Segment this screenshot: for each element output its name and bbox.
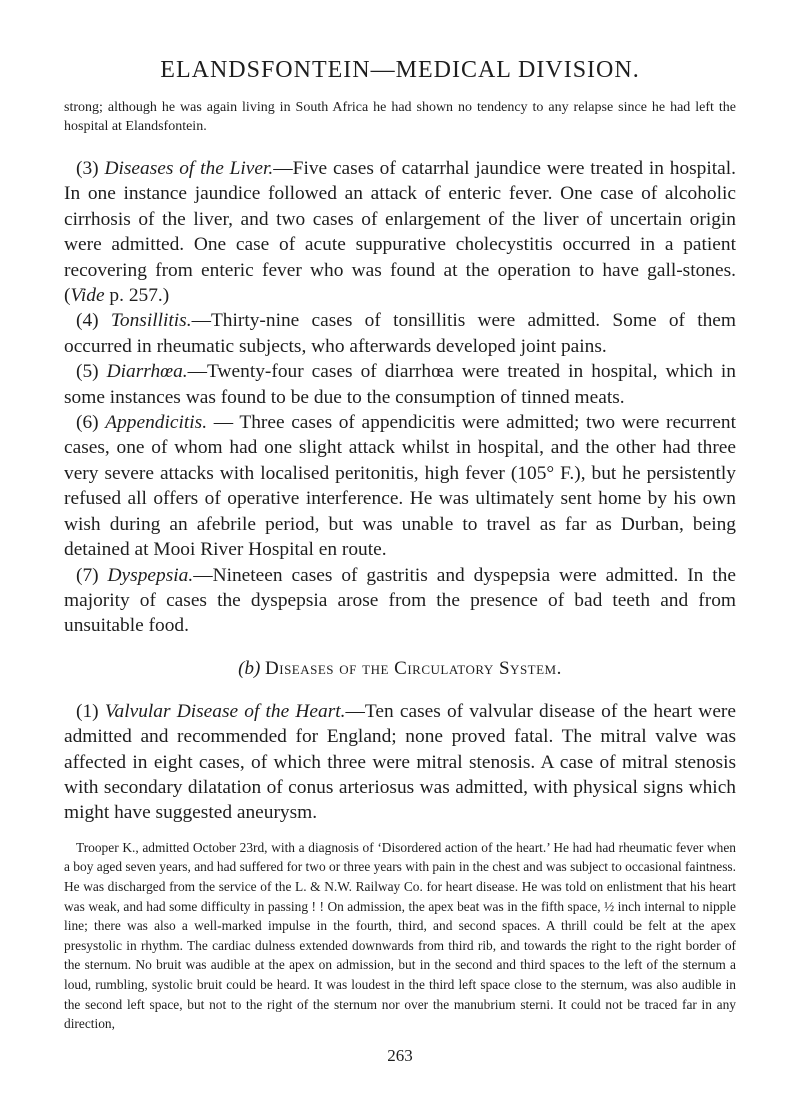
item-title: Appendicitis. <box>105 412 208 434</box>
item-valvular <box>64 699 736 826</box>
item-title: Tonsillitis. <box>110 310 192 332</box>
item-number: (3) <box>76 158 99 179</box>
item-liver <box>64 156 736 308</box>
spacer <box>64 639 736 657</box>
item-number: (5) <box>76 361 99 383</box>
continuation-paragraph: strong; although he was again living in South Africa he had shown no tendency to any relapse since he had left the hospital at Elandsfontein. <box>64 100 736 134</box>
item-title: Valvular Disease of the Heart. <box>104 700 346 722</box>
page-number: 263 <box>387 1046 413 1065</box>
running-head: ELANDSFONTEIN—MEDICAL DIVISION. <box>160 57 640 83</box>
item-number: (6) <box>76 412 99 434</box>
case-note: Trooper K., admitted October 23rd, with a diagnosis of ‘Disordered action of the heart.’ He had had rheumatic fever when a boy aged seven years, and had suffered for two or three years with pain in the chest and was subject to occasional faintness. He was discharged from the service of the L. & N.W. Railway Co. for heart disease. He was told on enlistment that his heart was weak, and had some difficulty in passing ! ! On admission, the apex beat was in the fifth space, ½ inch internal to nipple line; there was also a well-marked impulse in the fourth, third, and second spaces. A thrill could be felt at the apex presystolic in rhythm. The cardiac dulness extended downwards from third rib, and towards the right to the right border of the sternum. No bruit was audible at the apex on admission, but in the second and third spaces to the left of the sternum a loud, rumbling, systolic bruit could be heard. It was loudest in the third left space close to the sternum, was also audible in the second left space, but not to the right of the sternum nor over the manubrium sterni. It could not be traced far in any direction, <box>64 839 736 1032</box>
item-number: (1) <box>76 700 99 722</box>
item-text: —Thirty-nine cases of tonsillitis were admitted. Some of them occurred in rheumatic subjects, who afterwards developed joint pains. <box>64 310 736 357</box>
item-text: — Three cases of appendicitis were admitted; two were recurrent cases, one of whom had one slight attack whilst in hospital, and the other had three very severe attacks with localised peritonitis, high fever (105° F.), but he persistently refused all offers of operative interference. He was ultimately sent home by his own wish during an afebrile period, but was unable to travel as far as Durban, being detained at Mooi River Hospital en route. <box>64 412 736 561</box>
spacer <box>64 681 736 699</box>
item-text: —Ten cases of valvular disease of the heart were admitted and recommended for England; none proved fatal. The mitral valve was affected in eight cases, of which three were mitral stenosis. A case of mitral stenosis with secondary dilatation of conus arteriosus was admitted, with physical signs which might have suggested aneurysm. <box>64 700 736 824</box>
item-title: Diseases of the Liver. <box>104 158 274 179</box>
item-text: —Nineteen cases of gastritis and dyspepsia were admitted. In the majority of cases the dyspepsia arose from the presence of bad teeth and from unsuitable food. <box>64 564 736 637</box>
item-number: (7) <box>76 564 99 586</box>
item-title: Dyspepsia. <box>107 564 194 586</box>
section-letter: (b) <box>238 657 261 679</box>
item-ref-italic: Vide <box>70 285 105 307</box>
spacer <box>64 136 736 156</box>
section-heading <box>64 657 736 681</box>
spacer <box>64 826 736 838</box>
item-dyspepsia <box>64 563 736 639</box>
item-ref-rest: p. 257.) <box>104 285 170 307</box>
item-appendicitis <box>64 410 736 562</box>
item-number: (4) <box>76 310 99 332</box>
item-tonsillitis <box>64 308 736 359</box>
section-title: Diseases of the Circulatory System. <box>265 657 562 679</box>
item-text: —Five cases of catarrhal jaundice were treated in hospital. In one instance jaundice followed an attack of enteric fever. One case of alcoholic cirrhosis of the liver, and two cases of enlargement of the liver of uncertain origin were admitted. One case of acute suppurative cholecystitis occurred in a patient recovering from enteric fever who was found at the operation to have gall-stones. ( <box>64 158 736 307</box>
item-diarrhoea <box>64 359 736 410</box>
item-title: Diarrhœa. <box>106 361 188 383</box>
item-text: —Twenty-four cases of diarrhœa were treated in hospital, which in some instances was found to be due to the consumption of tinned meats. <box>64 361 736 408</box>
